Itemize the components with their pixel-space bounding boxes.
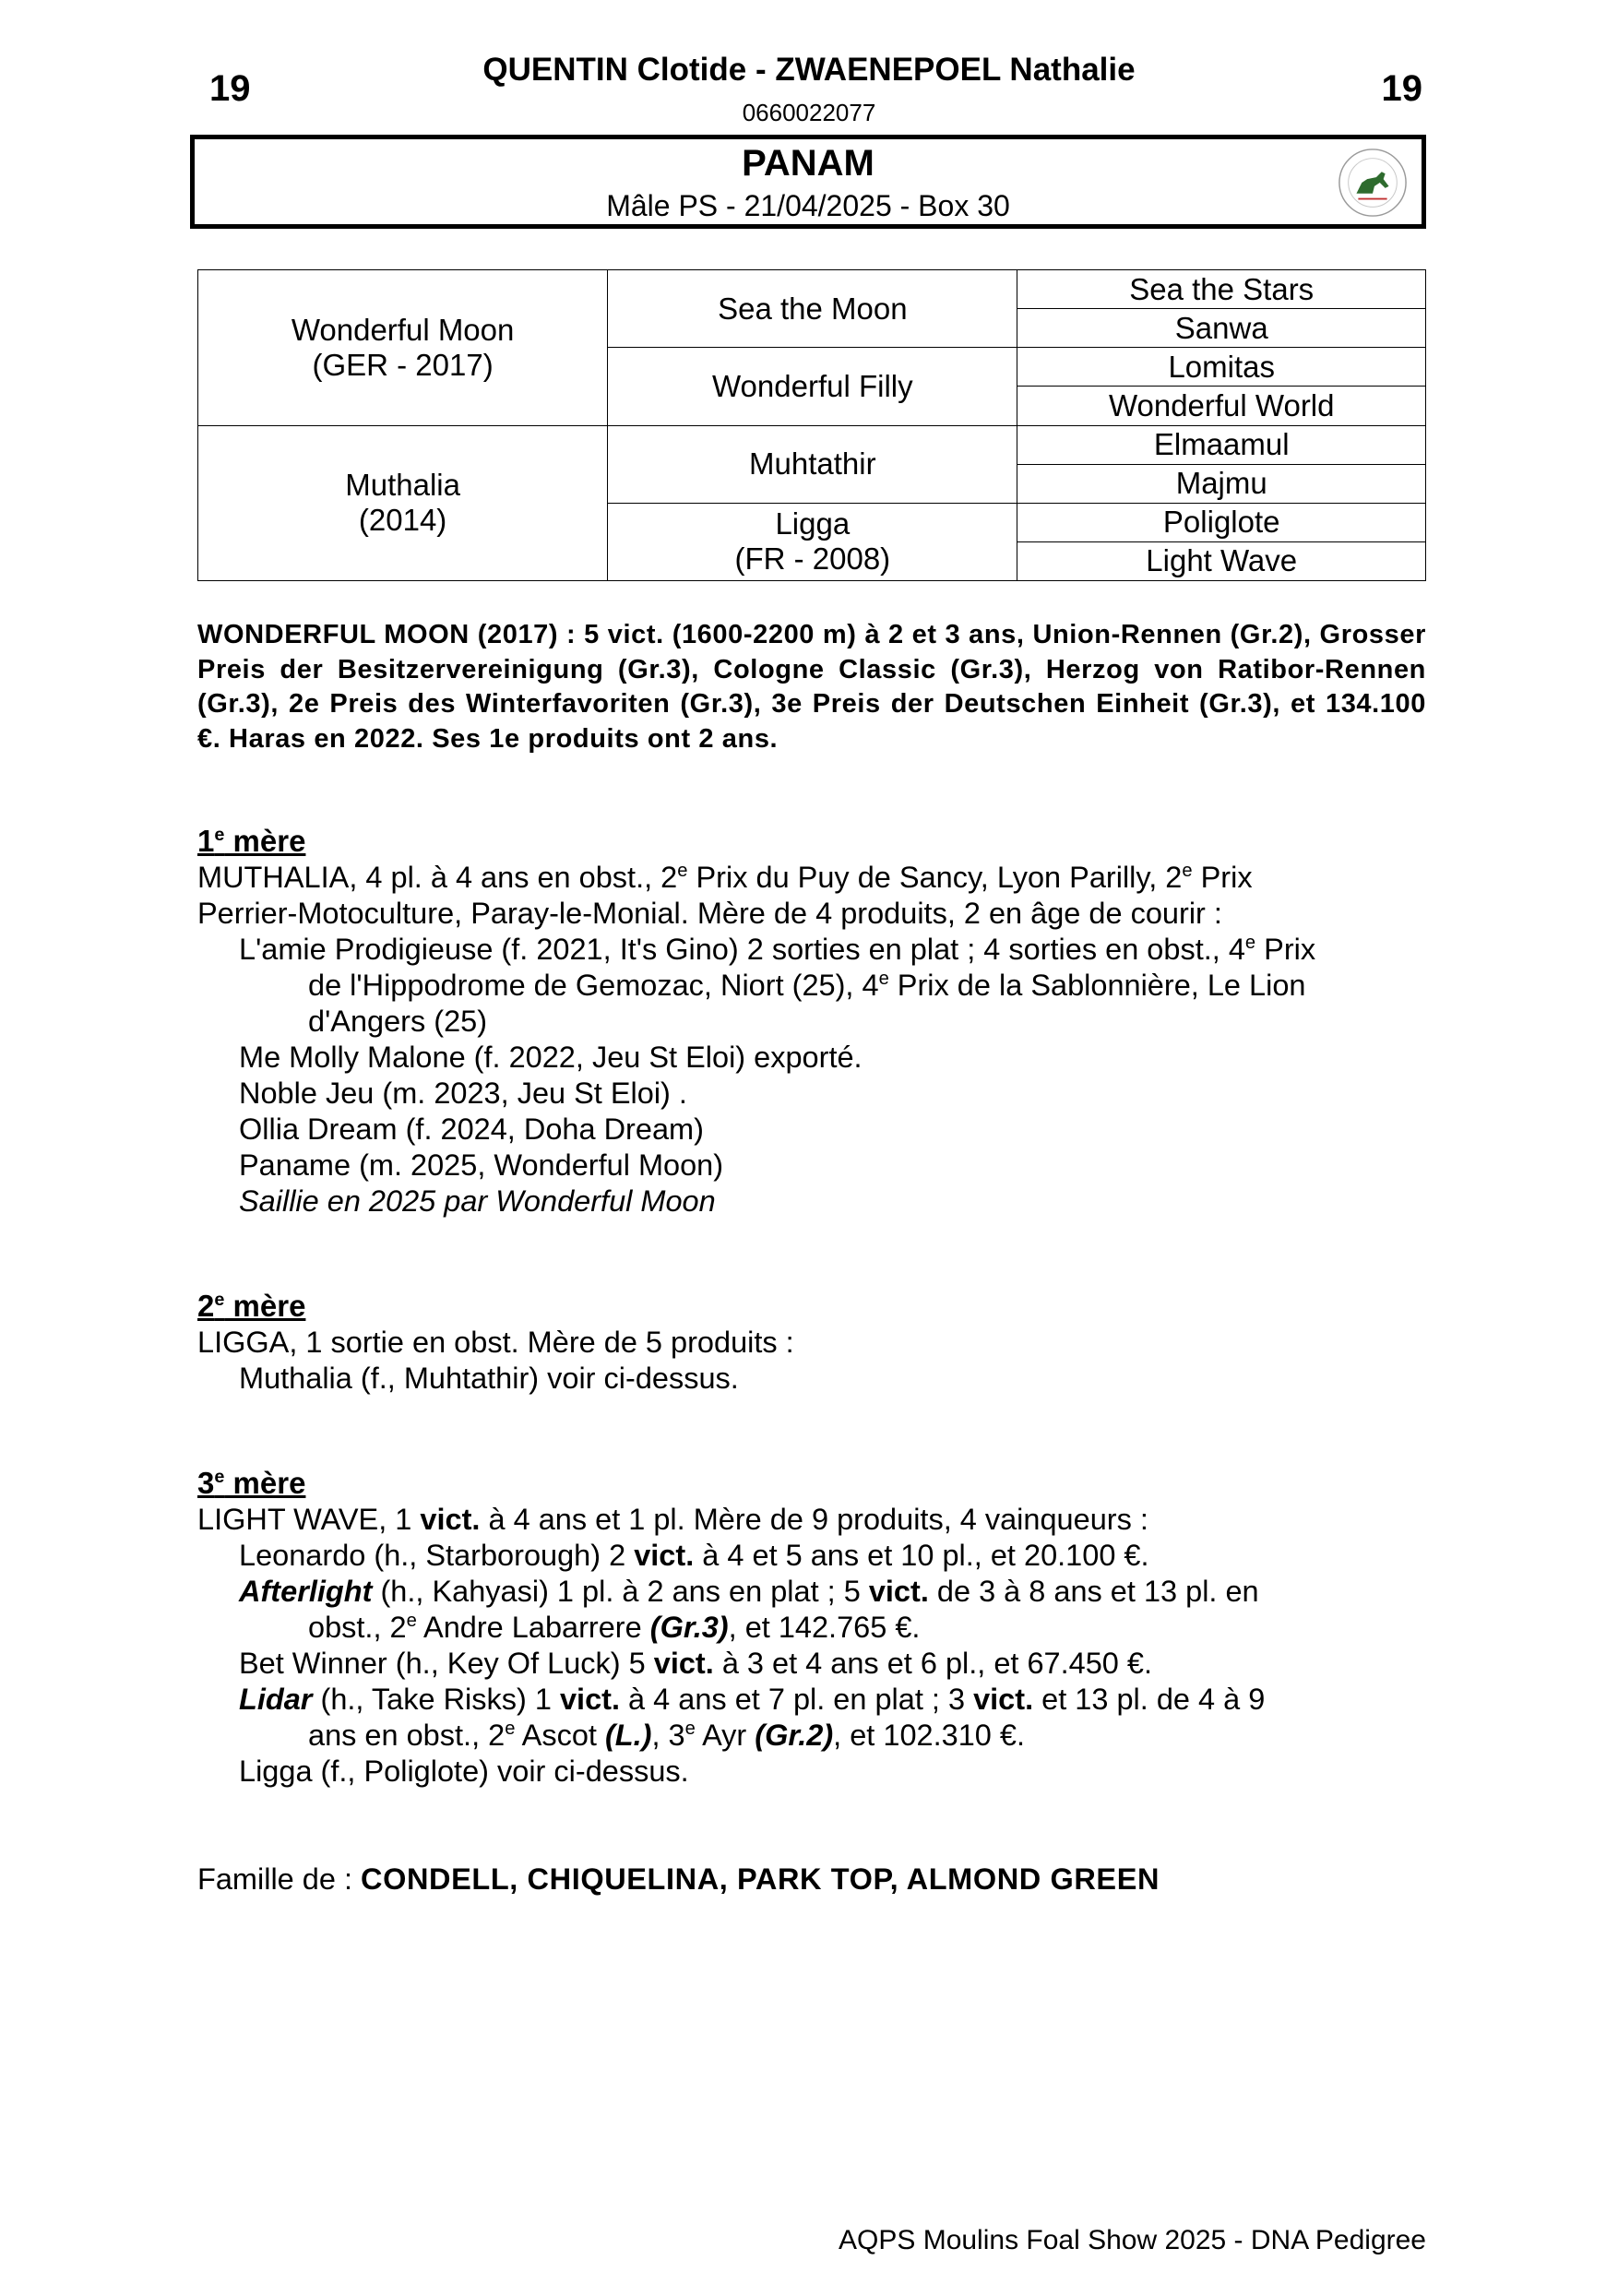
pedigree-gg: Sea the Stars: [1017, 270, 1426, 309]
pedigree-gg: Poliglote: [1017, 503, 1426, 541]
produit-line: Noble Jeu (m. 2023, Jeu St Eloi) .: [239, 1077, 687, 1110]
lot-number-left: 19: [209, 68, 251, 109]
breeder-phone: 0660022077: [742, 99, 876, 126]
pedigree-gg: Light Wave: [1017, 541, 1426, 580]
produit-line: Lidar (h., Take Risks) 1 vict. à 4 ans et 7 pl. en plat ; 3 vict. et 13 pl. de 4 à 9: [239, 1683, 1266, 1716]
produit-line: Leonardo (h., Starborough) 2 vict. à 4 et 5 ans et 10 pl., et 20.100 €.: [239, 1539, 1149, 1572]
produit-line: Me Molly Malone (f. 2022, Jeu St Eloi) exporté.: [239, 1041, 863, 1074]
saillie-line: Saillie en 2025 par Wonderful Moon: [239, 1184, 716, 1218]
pedigree-sire-sire: Sea the Moon: [608, 270, 1017, 348]
mere3-line: LIGHT WAVE, 1 vict. à 4 ans et 1 pl. Mère de 9 produits, 4 vainqueurs :: [197, 1503, 1148, 1536]
pedigree-gg: Wonderful World: [1017, 387, 1426, 425]
horse-header-box: [190, 135, 1426, 229]
produit-line: Afterlight (h., Kahyasi) 1 pl. à 2 ans en plat ; 5 vict. de 3 à 8 ans et 13 pl. en: [239, 1575, 1259, 1608]
pedigree-dam: Muthalia (2014): [198, 425, 608, 581]
pedigree-dam-sire: Muhtathir: [608, 425, 1017, 503]
produit-line: ans en obst., 2e Ascot (L.), 3e Ayr (Gr.2), et 102.310 €.: [308, 1719, 1025, 1752]
heading-mere-1: 1e mère: [197, 824, 306, 858]
produit-line: obst., 2e Andre Labarrere (Gr.3), et 142.765 €.: [308, 1611, 921, 1644]
pedigree-table: [197, 269, 1426, 581]
produit-line: d'Angers (25): [308, 1005, 488, 1038]
produit-line: de l'Hippodrome de Gemozac, Niort (25), 4e Prix de la Sablonnière, Le Lion: [308, 969, 1306, 1002]
pedigree-gg: Sanwa: [1017, 309, 1426, 348]
heading-mere-2: 2e mère: [197, 1289, 306, 1323]
pedigree-gg: Lomitas: [1017, 348, 1426, 387]
horse-name: PANAM: [742, 143, 874, 184]
famille-line: Famille de : CONDELL, CHIQUELINA, PARK TOP, ALMOND GREEN: [197, 1862, 1160, 1896]
heading-mere-3: 3e mère: [197, 1466, 306, 1500]
produit-line: Muthalia (f., Muhtathir) voir ci-dessus.: [239, 1362, 739, 1395]
pedigree-gg: Elmaamul: [1017, 425, 1426, 464]
mere1-line: MUTHALIA, 4 pl. à 4 ans en obst., 2e Prix du Puy de Sancy, Lyon Parilly, 2e Prix: [197, 861, 1253, 894]
page-footer: AQPS Moulins Foal Show 2025 - DNA Pedigree: [839, 2225, 1426, 2255]
pedigree-gg: Majmu: [1017, 464, 1426, 503]
mere2-line: LIGGA, 1 sortie en obst. Mère de 5 produits :: [197, 1326, 794, 1359]
lot-number-right: 19: [1381, 68, 1422, 109]
mere1-line: Perrier-Motoculture, Paray-le-Monial. Mère de 4 produits, 2 en âge de courir :: [197, 897, 1222, 930]
pedigree-sire-dam: Wonderful Filly: [608, 348, 1017, 425]
breeder-name: QUENTIN Clotide - ZWAENEPOEL Nathalie: [482, 52, 1136, 88]
produit-line: Bet Winner (h., Key Of Luck) 5 vict. à 3 et 4 ans et 6 pl., et 67.450 €.: [239, 1647, 1152, 1680]
horse-description: Mâle PS - 21/04/2025 - Box 30: [606, 189, 1010, 222]
pedigree-dam-dam: Ligga (FR - 2008): [608, 503, 1017, 580]
pedigree-sire: Wonderful Moon (GER - 2017): [198, 270, 608, 426]
produit-line: L'amie Prodigieuse (f. 2021, It's Gino) 2 sorties en plat ; 4 sorties en obst., 4e Prix: [239, 933, 1316, 966]
french-tba-logo-icon: [1337, 147, 1409, 219]
produit-line: Ollia Dream (f. 2024, Doha Dream): [239, 1112, 704, 1146]
produit-line: Paname (m. 2025, Wonderful Moon): [239, 1148, 724, 1182]
sire-description: WONDERFUL MOON (2017) : 5 vict. (1600-2200 m) à 2 et 3 ans, Union-Rennen (Gr.2), Grosser Preis der Besitzervereinigung (Gr.3), Cologne Classic (Gr.3), Herzog von Ratibor-Rennen (Gr.3), 2e Preis des Winterfavoriten (Gr.3), 3e Preis der Deutschen Einheit (Gr.3), et 134.100 €. Haras en 2022. Ses 1e produits ont 2 ans.: [197, 620, 1426, 754]
produit-line: Ligga (f., Poliglote) voir ci-dessus.: [239, 1755, 689, 1788]
